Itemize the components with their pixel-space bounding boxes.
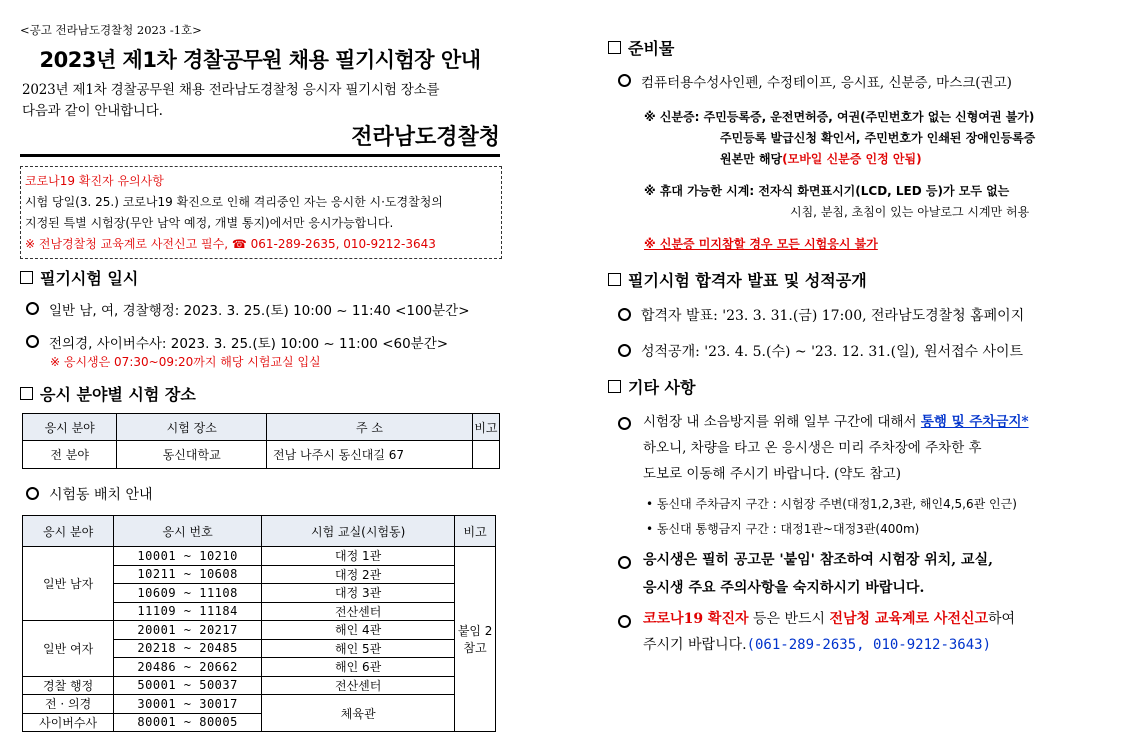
results-item: 성적공개: '23. 4. 5.(수) ~ '23. 12. 31.(일), 원서접수 사이트 — [618, 341, 1023, 361]
id-card-note-line: 원본만 해당(모바일 신분증 인정 안됨) — [720, 152, 922, 166]
section-venue: 응시 분야별 시험 장소 — [20, 382, 196, 405]
id-warning: ※ 신분증 미지참할 경우 모든 시험응시 불가 — [644, 237, 878, 251]
notice-number: <공고 전라남도경찰청 2023 -1호> — [20, 23, 202, 37]
table-header: 응시 분야 — [23, 516, 114, 547]
section-results: 필기시험 합격자 발표 및 성적공개 — [608, 268, 867, 291]
circle-bullet-icon — [618, 344, 631, 357]
section-etc: 기타 사항 — [608, 375, 695, 398]
table-header: 응시 분야 — [23, 414, 117, 441]
table-header: 시험 교실(시험동) — [262, 516, 455, 547]
checkbox-square-icon — [20, 387, 33, 400]
supplies-item: 컴퓨터용수성사인펜, 수정테이프, 응시표, 신분증, 마스크(권고) — [618, 71, 1012, 91]
table-row: 전 · 의경 30001 ~ 30017 체육관 — [23, 695, 496, 714]
exam-date-item: 일반 남, 여, 경찰행정: 2023. 3. 25.(토) 10:00 ~ 11:40 <100분간> — [26, 299, 470, 319]
table-row: 10211 ~ 10608 대정 2관 — [23, 565, 496, 584]
table-row: 사이버수사 80001 ~ 80005 — [23, 713, 496, 732]
covid-line: 시험 당일(3. 25.) 코로나19 확진으로 인해 격리중인 자는 응시한 시·도경찰청의 — [25, 195, 443, 209]
table-row: 일반 여자 20001 ~ 20217 해인 4관 — [23, 621, 496, 640]
page-title: 2023년 제1차 경찰공무원 채용 필기시험장 안내 — [39, 48, 481, 72]
covid-notice-box — [20, 166, 502, 259]
covid-line: 지정된 특별 시험장(무안 남악 예정, 개별 통지)에서만 응시가능합니다. — [25, 216, 394, 230]
covid-report-paragraph: 코로나19 확진자 등은 반드시 전남청 교육계로 사전신고하여 주시기 바랍니다.(061-289-2635, 010-9212-3643) — [643, 611, 1016, 653]
exam-date-item: 전의경, 사이버수사: 2023. 3. 25.(토) 10:00 ~ 11:00 <60분간> — [26, 332, 448, 352]
table-row: 경찰 행정 50001 ~ 50037 전산센터 — [23, 676, 496, 695]
table-row: 일반 남자 10001 ~ 10210 대정 1관 붙임 2 참고 — [23, 547, 496, 566]
circle-bullet-icon — [26, 487, 39, 500]
entry-time-note: ※ 응시생은 07:30~09:20까지 해당 시험교실 입실 — [50, 355, 321, 369]
circle-bullet-icon — [618, 74, 631, 87]
watch-note: ※ 휴대 가능한 시계: 전자식 화면표시기(LCD, LED 등)가 모두 없는 — [644, 184, 1010, 198]
table-header: 비고 — [472, 414, 499, 441]
table-header: 시험 장소 — [117, 414, 267, 441]
table-header: 비고 — [455, 516, 496, 547]
attachment-paragraph: 응시생은 필히 공고문 '붙임' 참조하여 시험장 위치, 교실, 응시생 주요 주의사항을 숙지하시기 바랍니다. — [643, 552, 993, 596]
watch-note-line: 시침, 분침, 초침이 있는 아날로그 시계만 허용 — [790, 205, 1030, 219]
circle-bullet-icon — [618, 308, 631, 321]
table-row: 20486 ~ 20662 해인 6관 — [23, 658, 496, 677]
building-heading: 시험동 배치 안내 — [26, 484, 153, 504]
etc-item-traffic — [618, 414, 641, 430]
circle-bullet-icon — [26, 302, 39, 315]
checkbox-square-icon — [608, 380, 621, 393]
etc-item-attachment — [618, 553, 641, 569]
circle-bullet-icon — [618, 556, 631, 569]
building-table — [22, 515, 496, 732]
checkbox-square-icon — [608, 273, 621, 286]
covid-heading: 코로나19 확진자 유의사항 — [25, 174, 164, 188]
circle-bullet-icon — [26, 335, 39, 348]
table-header: 응시 번호 — [114, 516, 262, 547]
divider — [20, 154, 500, 157]
circle-bullet-icon — [618, 417, 631, 430]
table-row: 10609 ~ 11108 대정 3관 — [23, 584, 496, 603]
etc-item-covid — [618, 612, 641, 628]
id-card-note-line: 주민등록 발급신청 확인서, 주민번호가 인쇄된 장애인등록증 — [720, 131, 1036, 145]
checkbox-square-icon — [608, 41, 621, 54]
covid-contact: ※ 전남경찰청 교육계로 사전신고 필수, ☎ 061-289-2635, 010-9212-3643 — [25, 237, 436, 251]
venue-table — [22, 413, 500, 469]
table-row: 11109 ~ 11184 전산센터 — [23, 602, 496, 621]
intro-text: 2023년 제1차 경찰공무원 채용 전라남도경찰청 응시자 필기시험 장소를 다음과 같이 안내합니다. — [22, 82, 440, 119]
results-item: 합격자 발표: '23. 3. 31.(금) 17:00, 전라남도경찰청 홈페이지 — [618, 305, 1024, 325]
checkbox-square-icon — [20, 271, 33, 284]
traffic-paragraph: 시험장 내 소음방지를 위해 일부 구간에 대해서 통행 및 주차금지* 하오니, 차량을 타고 온 응시생은 미리 주차장에 주차한 후 도보로 이동해 주시기 바랍니다. (약도 참고) — [643, 414, 1029, 482]
section-exam-date: 필기시험 일시 — [20, 266, 138, 289]
remark-cell: 붙임 2 참고 — [455, 547, 496, 732]
table-row: 20218 ~ 20485 해인 5관 — [23, 639, 496, 658]
id-card-note: ※ 신분증: 주민등록증, 운전면허증, 여권(주민번호가 없는 신형여권 불가) — [644, 110, 1035, 124]
parking-ban-note: • 동신대 주차금지 구간 : 시험장 주변(대정1,2,3관, 해인4,5,6관 인근) — [646, 497, 1017, 511]
table-header: 주 소 — [267, 414, 473, 441]
table-row: 전 분야 동신대학교 전남 나주시 동신대길 67 — [23, 441, 500, 469]
circle-bullet-icon — [618, 615, 631, 628]
agency-name: 전라남도경찰청 — [351, 124, 500, 150]
section-supplies: 준비물 — [608, 36, 674, 59]
traffic-ban-note: • 동신대 통행금지 구간 : 대정1관~대정3관(400m) — [646, 522, 920, 536]
